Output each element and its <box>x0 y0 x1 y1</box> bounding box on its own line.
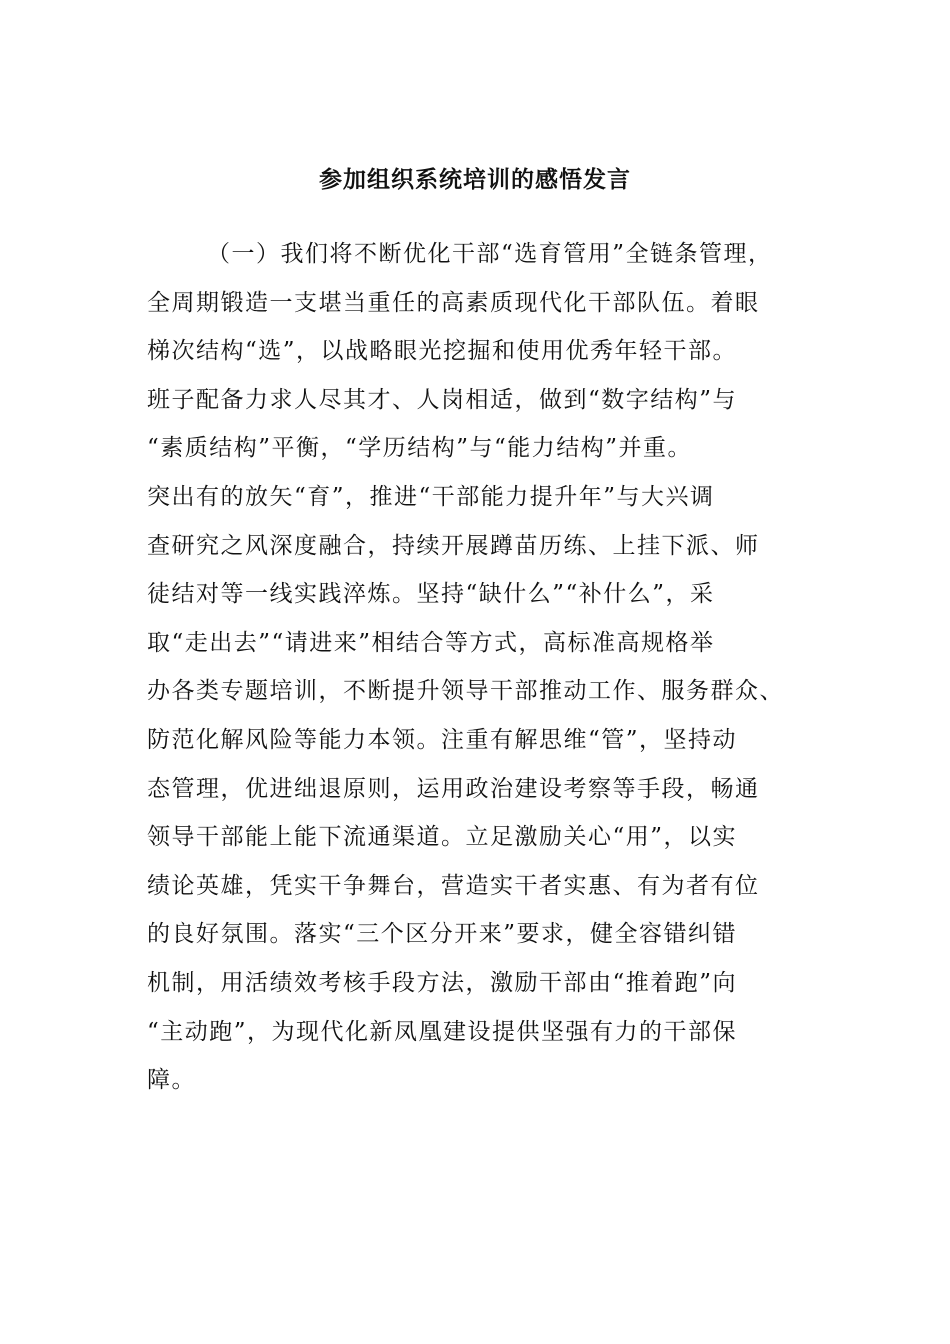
body-line: 防范化解风险等能力本领。注重有解思维“管”，坚持动 <box>147 726 738 753</box>
body-line: 全周期锻造一支堪当重任的高素质现代化干部队伍。着眼 <box>147 289 760 316</box>
document-body <box>147 230 807 1105</box>
document-title: 参加组织系统培训的感悟发言 <box>319 166 631 193</box>
body-line: 障。 <box>147 1067 196 1094</box>
body-line: 办各类专题培训，不断提升领导干部推动工作、服务群众、 <box>147 678 784 705</box>
body-line: 的良好氛围。落实“三个区分开来”要求，健全容错纠错 <box>147 921 738 948</box>
body-line: “主动跑”，为现代化新凤凰建设提供坚强有力的干部保 <box>147 1018 738 1045</box>
body-line: 梯次结构“选”，以战略眼光挖掘和使用优秀年轻干部。 <box>147 338 738 365</box>
body-line: 突出有的放矢“育”，推进“干部能力提升年”与大兴调 <box>147 483 715 510</box>
body-line: 领导干部能上能下流通渠道。立足激励关心“用”，以实 <box>147 824 738 851</box>
body-line: 绩论英雄，凭实干争舞台，营造实干者实惠、有为者有位 <box>147 872 760 899</box>
body-line: 取“走出去”“请进来”相结合等方式，高标准高规格举 <box>147 629 715 656</box>
body-line: “素质结构”平衡，“学历结构”与“能力结构”并重。 <box>147 435 693 462</box>
body-line: 徒结对等一线实践淬炼。坚持“缺什么”“补什么”，采 <box>147 581 715 608</box>
body-line: 机制，用活绩效考核手段方法，激励干部由“推着跑”向 <box>147 969 738 996</box>
body-line: 班子配备力求人尽其才、人岗相适，做到“数字结构”与 <box>147 386 738 413</box>
body-line: （一）我们将不断优化干部“选育管用”全链条管理， <box>207 241 773 267</box>
body-line: 态管理，优进绌退原则，运用政治建设考察等手段，畅通 <box>147 775 760 802</box>
body-line: 查研究之风深度融合，持续开展蹲苗历练、上挂下派、师 <box>147 532 760 559</box>
